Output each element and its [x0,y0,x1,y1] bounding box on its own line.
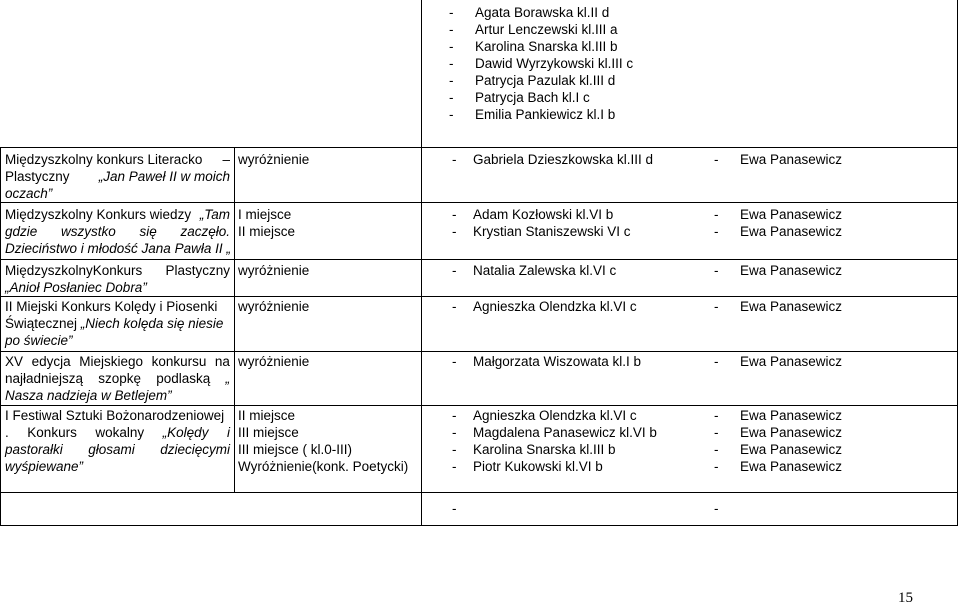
document-page: - Agata Borawska kl.II d - Artur Lenczewski kl.III a - Karolina Snarska kl.III b - Dawid Wyrzykowski kl.III c - Patrycja Pazulak kl.III d - Patrycja Bach kl.I c - Emilia Pankiewicz kl.I b Międzyszkolny konkurs Literacko – Plastyczny „Jan Paweł II w moich oczach” wyróżnienie - Gabriela Dzieszkowska kl.III d - Ewa Panasewicz Międzyszkolny Konkurs wiedzy „Tam gdzie wszystko się zaczęło. Dzieciństwo i młodość Jana Pawła II „ I miejsce II miejsce - Adam Kozłowski kl.VI b - Krystian Staniszewski VI c - Ewa Panasewicz - Ewa Panasewicz MiędzyszkolnyKonkurs Plastyczny „Anioł Posłaniec Dobra” wyróżnienie - Natalia Zalewska kl.VI c - Ewa Panasewicz II Miejski Konkurs Kolędy i Piosenki Świątecznej „Niech kolęda się niesie po świecie” wyróżnienie - Agnieszka Olendzka kl.VI c - Ewa Panasewicz XV edycja Miejskiego konkursu na najładniejszą szopkę podlaską „ Nasza nadzieja w Betlejem” wyróżnienie - Małgorzata Wiszowata kl.I b - Ewa Panasewicz I Festiwal Sztuki Bożonarodzeniowej . Konkurs wokalny „Kolędy i pastorałki głosami dziecięcymi wyśpiewane” II miejsce III miejsce III miejsce ( kl.0-III) Wyróżnienie(konk. Poetycki) - Agnieszka Olendzka kl.VI c - Magdalena Panasewicz kl.VI b - Karolina Snarska kl.III b - Piotr Kukowski kl.VI b - Ewa Panasewicz - Ewa Panasewicz - Ewa Panasewicz - Ewa Panasewicz - - 15 [0,0,959,607]
competition-line: pastorałki głosami dziecięcymi [5,442,230,457]
competition-line: XV edycja Miejskiego konkursu na [5,354,230,369]
empty-cell-dash: - [714,501,719,516]
competition-line: po świecie” [5,333,73,348]
competition-line: najładniejszą szopkę podlaską „ [5,371,230,386]
award: Wyróżnienie(konk. Poetycki) [238,459,409,474]
competition-line: Plastyczny „Jan Paweł II w moich [5,169,230,184]
competition-line: Dzieciństwo i młodość Jana Pawła II „ [5,241,231,256]
award: III miejsce ( kl.0-III) [238,442,353,457]
competition-line: MiędzyszkolnyKonkurs Plastyczny [5,263,230,278]
competition-line: Nasza nadzieja w Betlejem” [5,388,172,403]
table-border [0,296,958,297]
competition-line: Międzyszkolny konkurs Literacko – [5,152,230,167]
table-border [0,147,958,148]
table-border [0,492,958,493]
table-border [0,147,1,525]
award: wyróżnienie [238,152,310,167]
competition-line: Świątecznej „Niech kolęda się niesie [5,316,224,331]
competition-line: . Konkurs wokalny „Kolędy i [5,425,230,440]
page-number: 15 [898,590,913,606]
table-border [957,147,958,525]
competition-line: II Miejski Konkurs Kolędy i Piosenki [5,299,218,314]
table-border [234,147,235,492]
competition-line: oczach” [5,186,53,201]
award: wyróżnienie [238,354,310,369]
table-border [0,405,958,406]
competition-line: wyśpiewane” [5,459,84,474]
competition-line: gdzie wszystko się zaczęło. [5,224,230,239]
table-border [957,0,958,147]
table-border [0,525,958,526]
table-border [0,351,958,352]
table-border [0,259,958,260]
award: II miejsce [238,224,296,239]
competition-line: „Anioł Posłaniec Dobra” [5,280,147,295]
award: wyróżnienie [238,263,310,278]
table-border [421,0,422,147]
empty-cell-dash: - [452,501,457,516]
award: wyróżnienie [238,299,310,314]
table-border [421,147,422,525]
award: III miejsce [238,425,299,440]
table-border [0,202,958,203]
competition-line: I Festiwal Sztuki Bożonarodzeniowej [5,408,225,423]
competition-line: Międzyszkolny Konkurs wiedzy „Tam [5,207,230,222]
award: II miejsce [238,408,296,423]
award: I miejsce [238,207,292,222]
